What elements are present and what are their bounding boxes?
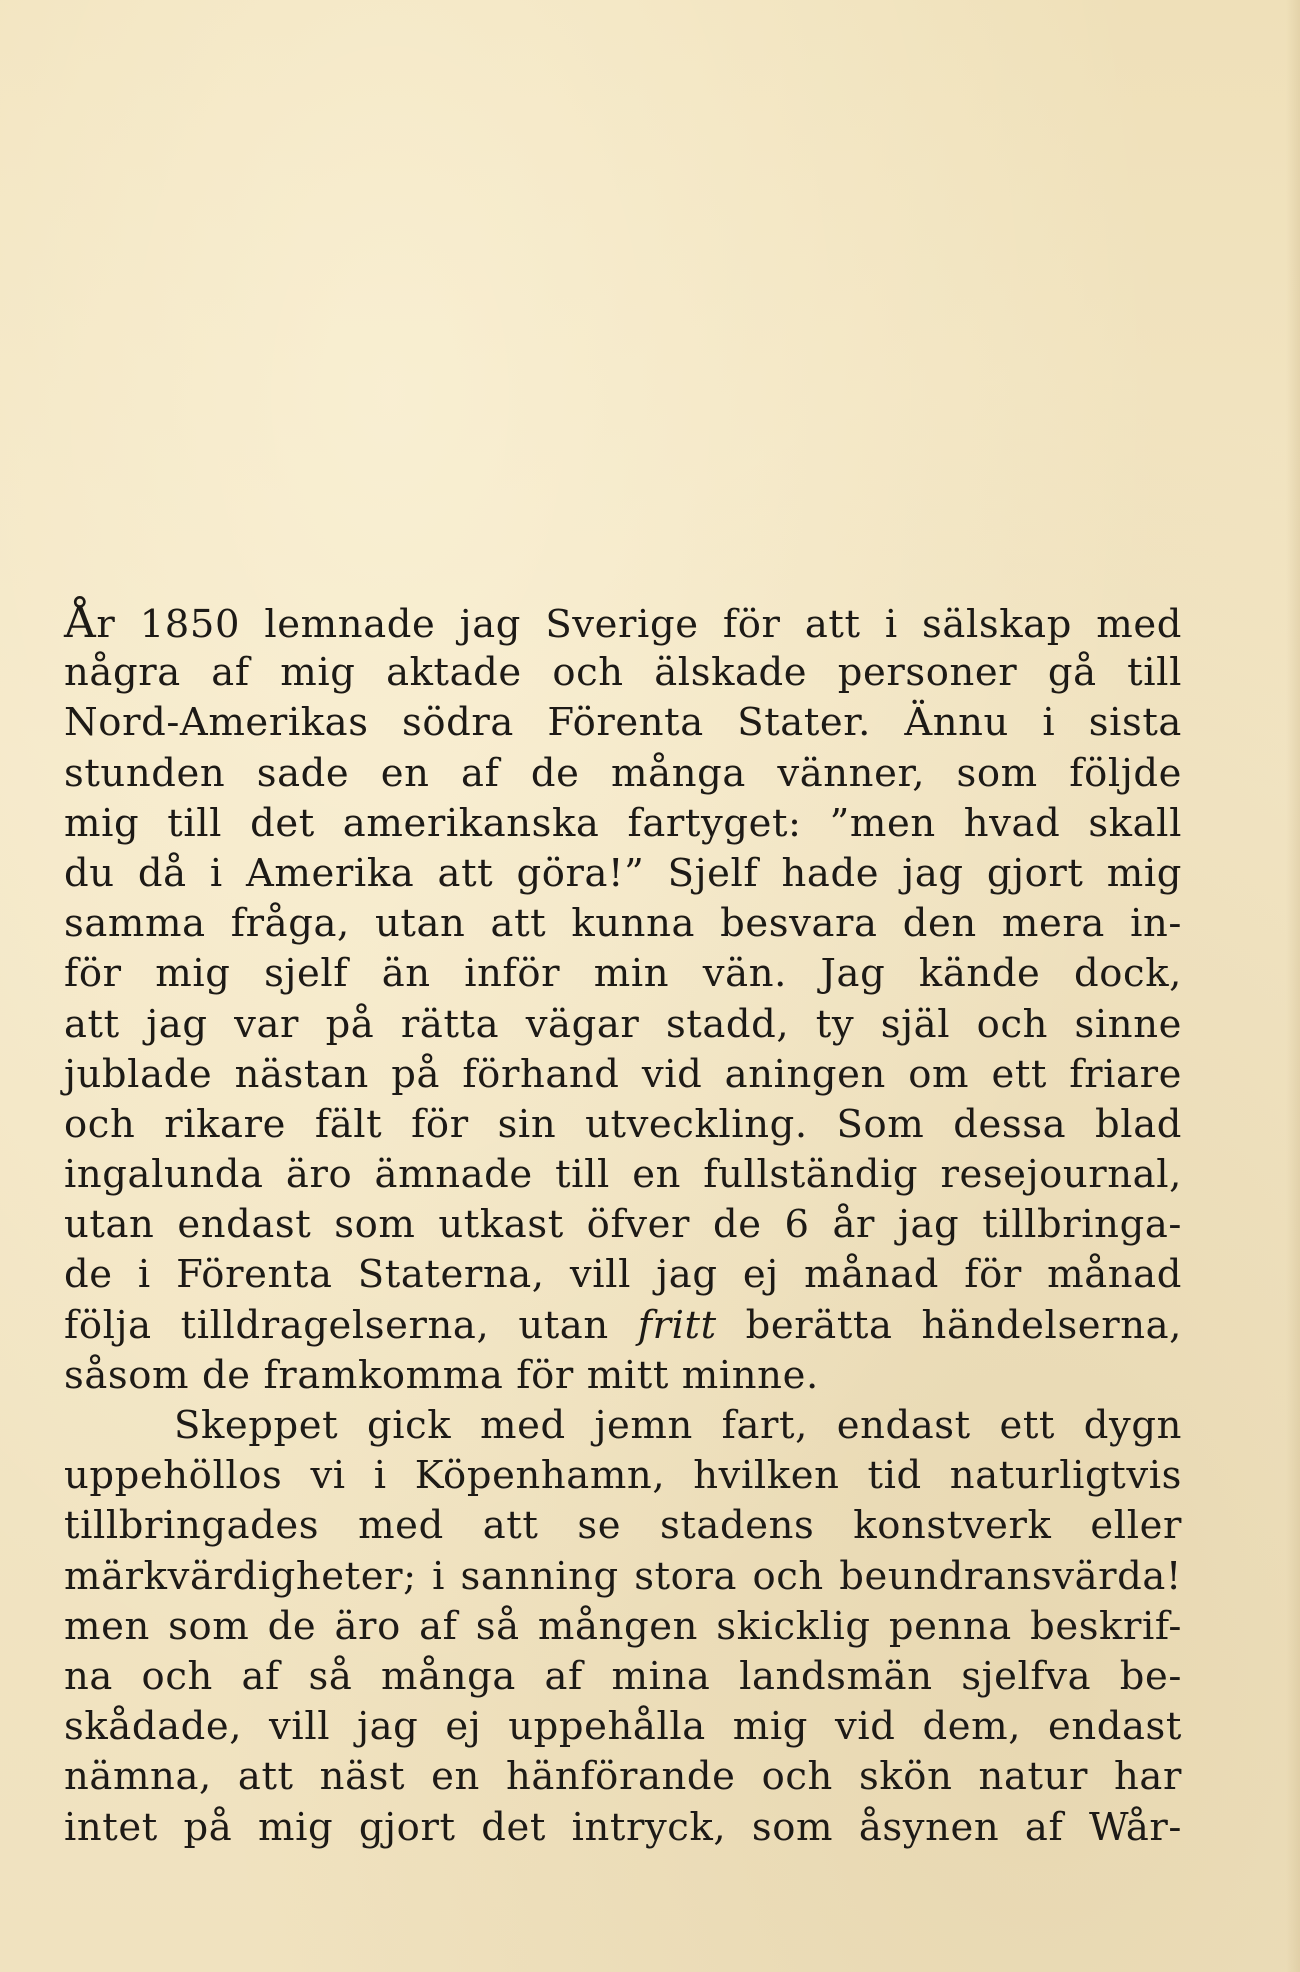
text-line: ingalunda äro ämnade till en fullständig resejournal, — [64, 1152, 1182, 1198]
text-line: samma fråga, utan att kunna besvara den mera in- — [64, 901, 1182, 947]
text-line: du då i Amerika att göra!” Sjelf hade jag gjort mig — [64, 850, 1182, 896]
text-line: År 1850 lemnade jag Sverige för att i sälskap med — [64, 597, 1182, 648]
text-line: följa tilldragelserna, utan fritt berätta händelserna, — [64, 1302, 1182, 1348]
text-line: för mig sjelf än inför min vän. Jag kände dock, — [64, 951, 1182, 997]
text-line: utan endast som utkast öfver de 6 år jag tillbringa- — [64, 1202, 1182, 1248]
text-line: mig till det amerikanska fartyget: ”men hvad skall — [64, 800, 1182, 846]
text-line: såsom de framkomma för mitt minne. — [64, 1352, 819, 1398]
text-line: uppehöllos vi i Köpenhamn, hvilken tid naturligtvis — [64, 1453, 1182, 1499]
text-line: na och af så många af mina landsmän sjelfva be- — [64, 1653, 1182, 1699]
text-line: skådade, vill jag ej uppehålla mig vid dem, endast — [64, 1704, 1182, 1750]
initial-letter: Å — [64, 597, 97, 648]
text-line: att jag var på rätta vägar stadd, ty själ och sinne — [64, 1001, 1182, 1047]
text-line: intet på mig gjort det intryck, som åsynen af Wår- — [64, 1804, 1182, 1850]
text-line: och rikare fält för sin utveckling. Som dessa blad — [64, 1101, 1182, 1147]
emphasis: fritt — [637, 1302, 717, 1348]
page-edge-shading — [1286, 0, 1300, 1972]
text-line: men som de äro af så mången skicklig penna beskrif- — [64, 1603, 1182, 1649]
text-line: Nord-Amerikas södra Förenta Stater. Ännu i sista — [64, 700, 1182, 746]
text-line: jublade nästan på förhand vid aningen om ett friare — [64, 1051, 1182, 1097]
text-line: några af mig aktade och älskade personer gå till — [64, 650, 1182, 696]
text-line: stunden sade en af de många vänner, som följde — [64, 750, 1182, 796]
text-line: nämna, att näst en hänförande och skön natur har — [64, 1754, 1182, 1800]
text-line: Skeppet gick med jemn fart, endast ett dygn — [174, 1403, 1182, 1448]
text-line: märkvärdigheter; i sanning stora och beundransvärda! — [64, 1553, 1182, 1599]
body-text — [64, 598, 1182, 1853]
text-line: tillbringades med att se stadens konstverk eller — [64, 1503, 1182, 1549]
text-line: de i Förenta Staterna, vill jag ej månad för månad — [64, 1252, 1182, 1298]
